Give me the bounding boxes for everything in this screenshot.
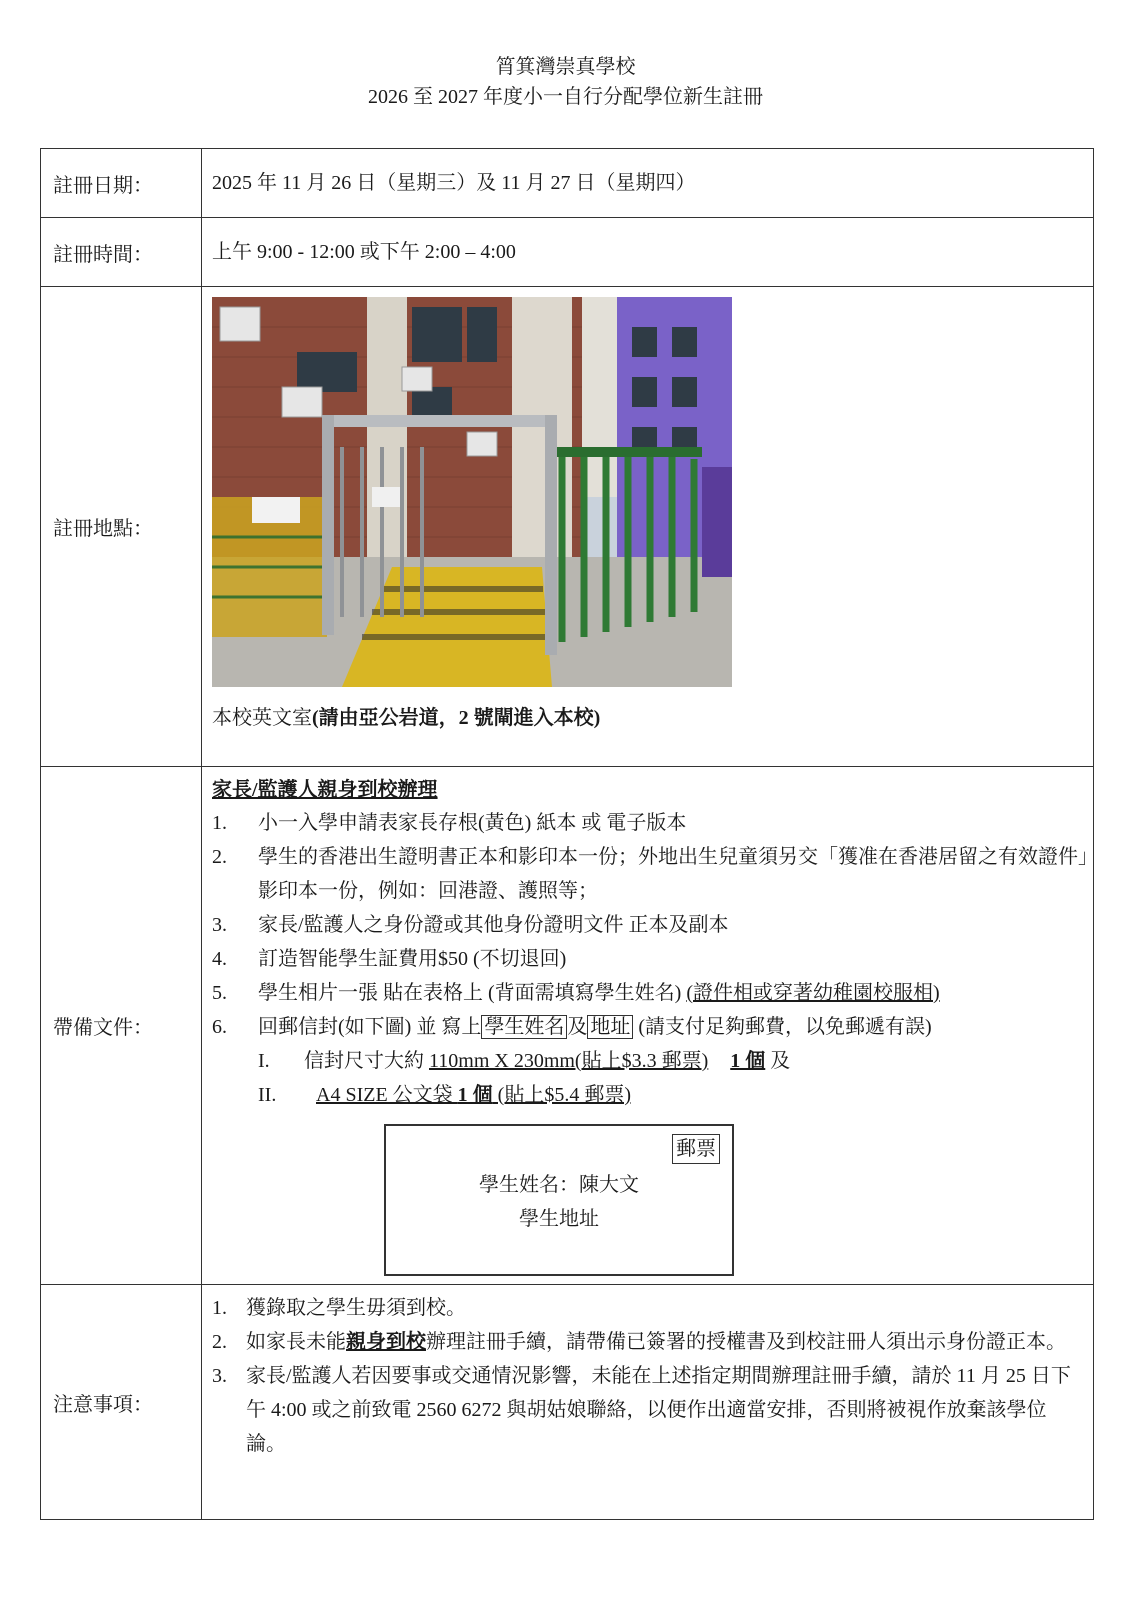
row-registration-time (41, 218, 1094, 287)
sub-item (258, 1044, 1093, 1078)
sub-item-number: II. (258, 1084, 277, 1106)
sub-item-quantity: 1 個 (730, 1050, 766, 1072)
item-number: 3. (212, 914, 227, 936)
label-registration-location: 註冊地點： (41, 287, 202, 767)
list-item (212, 908, 1093, 942)
item-text: 家長/監護人之身份證或其他身份證明文件 正本及副本 (258, 914, 729, 936)
boxed-student-name: 學生姓名 (481, 1015, 567, 1039)
item-number: 5. (212, 982, 227, 1004)
item-text: 回郵信封(如下圖) 並 寫上 (258, 1016, 482, 1038)
sub-item-text-underlined: A4 SIZE 公文袋 (316, 1084, 458, 1106)
location-room: 本校英文室 (212, 707, 312, 729)
item-text: 如家長未能 (246, 1331, 346, 1353)
value-notes (202, 1285, 1094, 1520)
envelope-student-address: 學生地址 (519, 1208, 599, 1230)
item-text: 小一入學申請表家長存根(黃色) 紙本 或 電子版本 (258, 812, 687, 834)
school-name: 筲箕灣崇真學校 (495, 56, 636, 78)
value-registration-location (202, 287, 1094, 767)
item-number: 3. (212, 1365, 227, 1387)
value-registration-time: 上午 9:00 - 12:00 或下午 2:00 – 4:00 (202, 218, 1094, 287)
envelope-sublist (258, 1044, 1093, 1112)
row-notes (41, 1285, 1094, 1520)
envelope-stamp: 郵票 (672, 1134, 720, 1164)
boxed-address: 地址 (587, 1015, 633, 1039)
location-gate-note: (請由亞公岩道，2 號閘進入本校) (312, 707, 601, 729)
item-text: 及 (567, 1016, 588, 1038)
row-registration-location (41, 287, 1094, 767)
item-number: 6. (212, 1016, 227, 1038)
label-registration-date: 註冊日期： (41, 149, 202, 218)
sub-item-text: 及 (770, 1050, 791, 1072)
list-item (212, 1325, 1093, 1359)
label-required-documents: 帶備文件： (41, 767, 202, 1285)
list-item (212, 840, 1093, 908)
location-description (212, 701, 1093, 730)
list-item (212, 1291, 1093, 1325)
label-registration-time: 註冊時間： (41, 218, 202, 287)
list-item (212, 942, 1093, 976)
list-item (212, 806, 1093, 840)
document-header (0, 52, 1131, 112)
documents-list (212, 806, 1093, 1112)
sub-item-text: 信封尺寸大約 (304, 1050, 429, 1072)
item-number: 4. (212, 948, 227, 970)
row-required-documents (41, 767, 1094, 1285)
list-item (212, 1359, 1093, 1461)
sub-item-text-underlined: (貼上$5.4 郵票) (492, 1084, 631, 1106)
list-item (212, 976, 1093, 1010)
row-registration-date (41, 149, 1094, 218)
value-registration-date: 2025 年 11 月 26 日（星期三）及 11 月 27 日（星期四） (202, 149, 1094, 218)
school-gate-illustration (212, 297, 732, 687)
item-number: 2. (212, 1331, 227, 1353)
value-required-documents (202, 767, 1094, 1285)
item-text: 學生的香港出生證明書正本和影印本一份；外地出生兒童須另交「獲准在香港居留之有效證件」影印本一份，例如：回港證、護照等； (258, 846, 1088, 902)
registration-table (40, 148, 1094, 1520)
sub-item (258, 1078, 1093, 1112)
sub-item-text-underlined: 110mm X 230mm(貼上$3.3 郵票) (429, 1050, 709, 1072)
item-text: (請支付足夠郵費，以免郵遞有誤) (633, 1016, 932, 1038)
item-text-emphasis: 親身到校 (346, 1331, 426, 1353)
item-text: 訂造智能學生証費用$50 (不切退回) (258, 948, 567, 970)
list-item (212, 1010, 1093, 1112)
envelope-diagram (384, 1124, 734, 1276)
item-number: 1. (212, 812, 227, 834)
documents-heading: 家長/監護人親身到校辦理 (212, 779, 438, 801)
item-number: 2. (212, 846, 227, 868)
school-gate-photo (212, 297, 732, 687)
item-number: 1. (212, 1297, 227, 1319)
label-notes: 注意事項： (41, 1285, 202, 1520)
document-title: 2026 至 2027 年度小一自行分配學位新生註冊 (368, 86, 763, 108)
item-text: 學生相片一張 貼在表格上 (背面需填寫學生姓名) (258, 982, 682, 1004)
sub-item-quantity: 1 個 (457, 1084, 493, 1106)
item-text: 辦理註冊手續，請帶備已簽署的授權書及到校註冊人須出示身份證正本。 (426, 1331, 1066, 1353)
item-text: 獲錄取之學生毋須到校。 (246, 1297, 466, 1319)
notes-list (212, 1291, 1093, 1461)
item-text: 家長/監護人若因要事或交通情況影響，未能在上述指定期間辦理註冊手續，請於 11 月 25 日下午 4:00 或之前致電 2560 6272 與胡姑娘聯絡，以便作出適當安排，否則將被視作放棄該學位論。 (246, 1365, 1071, 1455)
envelope-student-name: 學生姓名：陳大文 (479, 1174, 639, 1196)
sub-item-number: I. (258, 1050, 270, 1072)
item-text-underlined: (證件相或穿著幼稚園校服相) (686, 982, 940, 1004)
